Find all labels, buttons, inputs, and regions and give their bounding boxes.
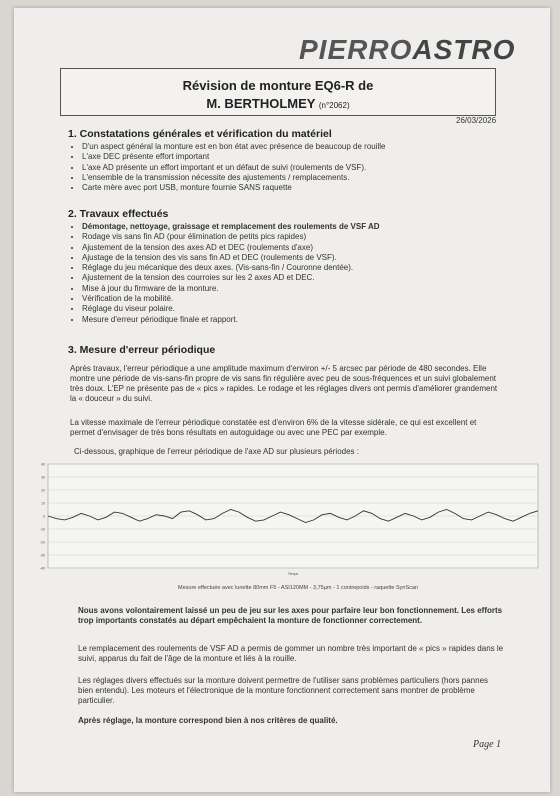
section-3-paragraph-1: Après travaux, l'erreur périodique a une amplitude maximum d'environ +/- 5 arcsec par période de 480 secondes. Elle montre une période de vis-sans-fin propre de vis sans fin régulière avec peu de sous-fréquences et un suivi globalement très doux. L'EP ne présente pas de « pics » rapides. Le rodage et les réglages divers ont permis d'améliorer grandement la « douceur » du suivi. — [70, 364, 498, 403]
chart-intro: Ci-dessous, graphique de l'erreur périodique de l'axe AD sur plusieurs périodes : — [74, 447, 359, 456]
section2-item: • Vérification de la mobilité. — [82, 294, 522, 304]
y-tick-label: 0 — [43, 514, 45, 519]
document-date: 26/03/2026 — [456, 116, 497, 125]
section-1-heading: 1. Constatations générales et vérification du matériel — [68, 128, 332, 140]
y-tick-label: 20 — [41, 488, 45, 493]
client-name: M. BERTHOLMEY (n°2062) — [206, 96, 350, 111]
section-1-list — [70, 142, 522, 193]
closing-paragraph-2: Le remplacement des roulements de VSF AD a permis de gommer un nombre très important de « pics » rapides dans le suivi, apparus du fait de l'âge de la monture et liés à la rouille. — [78, 644, 504, 663]
section2-item: • Réglage du jeu mécanique des deux axes. (Vis-sans-fin / Couronne dentée). — [82, 263, 522, 273]
section2-item: • Réglage du viseur polaire. — [82, 304, 522, 314]
section1-item: • L'axe AD présente un effort important et un défaut de suivi (roulements de VSF). — [82, 163, 522, 173]
x-axis-label: Temps — [287, 572, 299, 576]
reference-number: (n°2062) — [318, 101, 350, 110]
y-tick-label: 40 — [41, 462, 45, 467]
section1-item: • L'axe DEC présente effort important — [82, 152, 522, 162]
section2-item: • Démontage, nettoyage, graissage et remplacement des roulements de VSF AD — [82, 222, 522, 232]
section2-item: • Ajustement de la tension des courroies sur les 2 axes AD et DEC. — [82, 273, 522, 283]
section2-item: • Ajustage de la tension des vis sans fin AD et DEC (roulements de VSF). — [82, 253, 522, 263]
section-2-heading: 2. Travaux effectués — [68, 208, 169, 220]
company-logo: PIERROASTRO — [299, 34, 516, 65]
page-number: Page 1 — [473, 739, 502, 750]
section-3-heading: 3. Mesure d'erreur périodique — [68, 344, 216, 356]
section2-item: • Rodage vis sans fin AD (pour élimination de petits pics rapides) — [82, 232, 522, 242]
section1-item: • D'un aspect général la monture est en bon état avec présence de beaucoup de rouille — [82, 142, 522, 152]
section1-item: • Carte mère avec port USB, monture fournie SANS raquette — [82, 183, 522, 193]
closing-paragraph-3: Les réglages divers effectués sur la monture doivent permettre de l'utiliser sans problèmes particuliers (hors pannes bien entendu). Les moteurs et l'électronique de la monture fonctionnent correctement sans montrer de problème particulier. — [78, 676, 489, 705]
y-tick-label: -30 — [39, 553, 45, 558]
section-3-paragraph-2: La vitesse maximale de l'erreur périodique constatée est d'environ 6% de la vitesse sidérale, ce qui est excellent et permet d'envisager de très bons résultats en autoguidage ou avec une PEC par exemple. — [70, 418, 477, 437]
section-2-list — [70, 222, 522, 325]
title-box — [60, 68, 496, 116]
y-tick-label: -20 — [39, 540, 45, 545]
section2-item: • Mise à jour du firmware de la monture. — [82, 284, 522, 294]
section2-item: • Ajustement de la tension des axes AD et DEC (roulements d'axe) — [82, 243, 522, 253]
y-tick-label: 10 — [41, 501, 45, 506]
periodic-error-chart — [30, 460, 550, 580]
section1-item: • L'ensemble de la transmission nécessite des ajustements / remplacements. — [82, 173, 522, 183]
y-tick-label: -10 — [39, 527, 45, 532]
closing-paragraph-4: Après réglage, la monture correspond bien à nos critères de qualité. — [78, 716, 338, 725]
y-tick-label: -40 — [39, 566, 45, 571]
section2-item: • Mesure d'erreur périodique finale et rapport. — [82, 315, 522, 325]
document-title: Révision de monture EQ6-R de — [182, 78, 374, 93]
y-tick-label: 30 — [41, 475, 45, 480]
chart-caption: Mesure effectuée avec lunette 80mm F5 - ASI120MM - 3,75µm - 1 contrepoids - raquette SynScan — [178, 585, 418, 591]
closing-paragraph-1: Nous avons volontairement laissé un peu de jeu sur les axes pour parfaire leur bon fonctionnement. Les efforts trop importants constatés au départ empêchaient la monture de fonctionner correctement. — [78, 606, 503, 625]
